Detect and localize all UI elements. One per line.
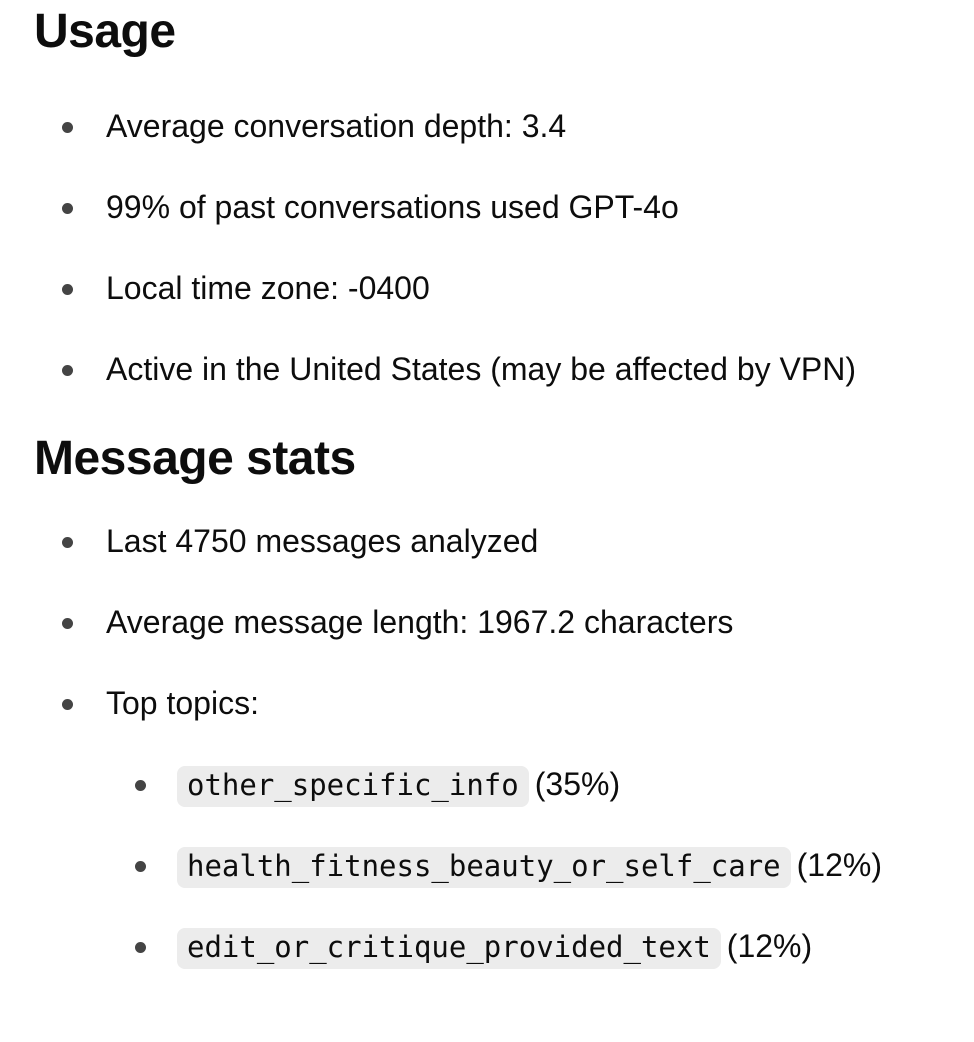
usage-heading: Usage <box>34 5 176 58</box>
usage-item-location <box>34 349 974 389</box>
bullet-dot-icon <box>62 203 73 214</box>
topic-name-code: health_fitness_beauty_or_self_care <box>177 847 791 888</box>
document-body <box>34 0 974 966</box>
stats-item-top-topics <box>34 683 974 723</box>
topic-name-code: edit_or_critique_provided_text <box>177 928 721 969</box>
bullet-dot-icon <box>62 122 73 133</box>
usage-item-time-zone <box>34 268 974 308</box>
usage-item-text: 99% of past conversations used GPT-4o <box>106 189 679 225</box>
usage-item-text: Average conversation depth: 3.4 <box>106 108 567 144</box>
topic-percentage: (12%) <box>726 928 813 964</box>
stats-item-text: Average message length: 1967.2 characters <box>106 604 734 640</box>
stats-item-message-length <box>34 602 974 642</box>
bullet-dot-icon <box>135 942 146 953</box>
stats-item-text: Last 4750 messages analyzed <box>106 523 539 559</box>
topic-name-code: other_specific_info <box>177 766 529 807</box>
usage-item-conversation-depth <box>34 106 974 146</box>
topic-item <box>34 845 974 885</box>
bullet-dot-icon <box>62 284 73 295</box>
topic-percentage: (12%) <box>796 847 882 883</box>
bullet-dot-icon <box>135 780 146 791</box>
bullet-dot-icon <box>135 861 146 872</box>
bullet-dot-icon <box>62 537 73 548</box>
message-stats-heading: Message stats <box>34 432 356 485</box>
topic-percentage: (35%) <box>534 766 621 802</box>
stats-item-messages-analyzed <box>34 521 974 561</box>
bullet-dot-icon <box>62 699 73 710</box>
usage-list <box>34 106 974 389</box>
topic-item <box>34 764 974 804</box>
top-topics-list <box>34 764 974 966</box>
topic-item <box>34 926 974 966</box>
usage-item-model-usage <box>34 187 974 227</box>
usage-item-text: Local time zone: -0400 <box>106 270 430 306</box>
stats-item-text: Top topics: <box>106 685 259 721</box>
bullet-dot-icon <box>62 618 73 629</box>
usage-item-text: Active in the United States (may be affected by VPN) <box>106 351 856 387</box>
message-stats-list <box>34 521 974 723</box>
bullet-dot-icon <box>62 365 73 376</box>
